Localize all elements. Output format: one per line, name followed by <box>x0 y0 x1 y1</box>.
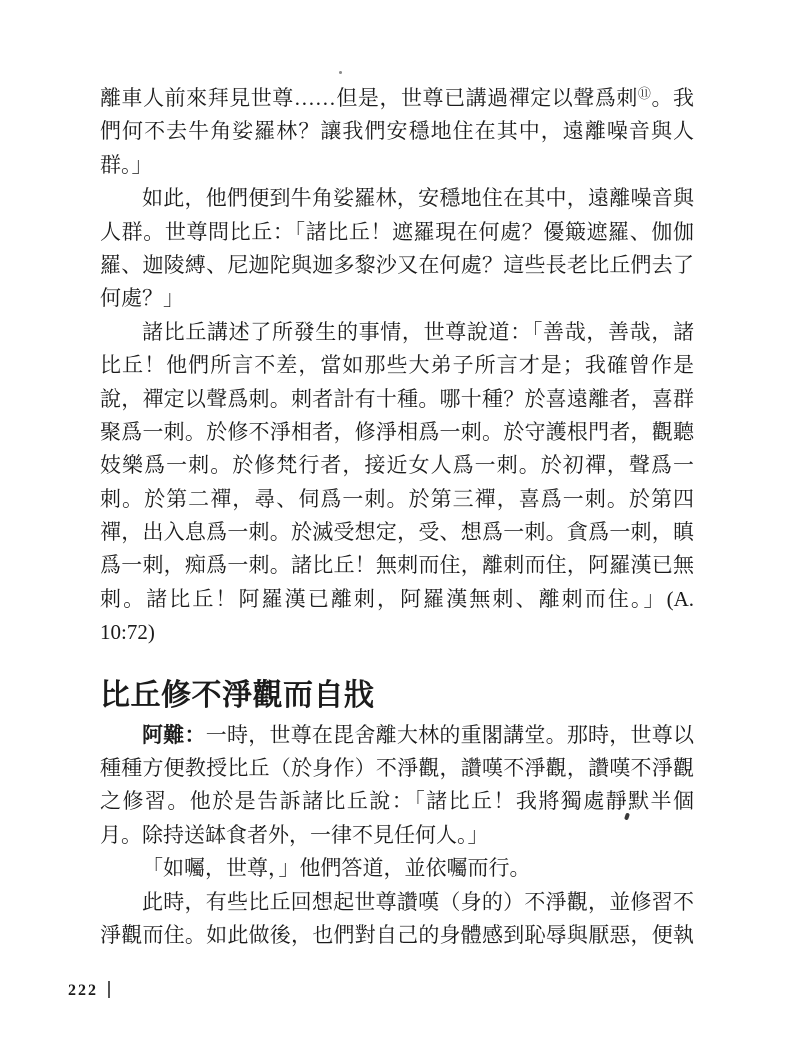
text-line: 聚爲一刺。於修不淨相者，修淨相爲一刺。於守護根門者，觀聽 <box>100 419 694 444</box>
text-line: 們何不去牛角娑羅林？讓我們安穩地住在其中，遠離噪音與人 <box>100 119 694 144</box>
line-text: 。我 <box>651 86 695 110</box>
text-line: 群。」 <box>100 152 153 177</box>
text-line: 人群。世尊問比丘：「諸比丘！遮羅現在何處？優簸遮羅、伽伽 <box>100 219 694 244</box>
text-line: 爲一刺，痴爲一刺。諸比丘！無刺而住，離刺而住，阿羅漢已無 <box>100 553 694 578</box>
footnote-marker: ⑪ <box>637 86 652 101</box>
section-heading: 比丘修不淨觀而自戕 <box>100 678 375 712</box>
text-line <box>100 719 694 752</box>
text-line: 此時，有些比丘回想起世尊讚嘆（身的）不淨觀，並修習不 <box>142 889 694 914</box>
text-line: 月。除持送缽食者外，一律不見任何人。」 <box>100 822 489 847</box>
page-number: 222 <box>68 982 98 999</box>
speaker-label: 阿難： <box>142 722 206 747</box>
paragraph <box>100 316 694 650</box>
text-line: 刺。於第二禪，尋、伺爲一刺。於第三禪，喜爲一刺。於第四 <box>100 486 694 511</box>
text-block <box>100 82 694 952</box>
line-text: 離車人前來拜見世尊……但是，世尊已講過禪定以聲爲刺 <box>100 86 638 110</box>
paragraph <box>100 719 694 853</box>
text-line: 羅、迦陵縛、尼迦陀與迦多黎沙又在何處？這些長老比丘們去了 <box>100 252 694 277</box>
page-footer <box>68 981 110 1000</box>
text-line: 淨觀而住。如此做後，也們對自己的身體感到恥辱與厭惡，便執 <box>100 922 694 947</box>
text-line: 10:72) <box>100 620 155 645</box>
text-line: 禪，出入息爲一刺。於滅受想定，受、想爲一刺。貪爲一刺，瞋 <box>100 520 694 545</box>
text-line: 如此，他們便到牛角娑羅林，安穩地住在其中，遠離噪音與 <box>142 186 694 211</box>
text-line: 說，禪定以聲爲刺。刺者計有十種。哪十種？於喜遠離者，喜群 <box>100 386 694 411</box>
text-line: 何處？」 <box>100 286 184 311</box>
paragraph <box>100 886 694 953</box>
footer-divider <box>108 981 110 998</box>
text-line: 妓樂爲一刺。於修梵行者，接近女人爲一刺。於初禪，聲爲一 <box>100 453 694 478</box>
text-line <box>100 82 694 115</box>
paragraph <box>100 182 694 316</box>
text-line: 刺。諸比丘！阿羅漢已離刺，阿羅漢無刺、離刺而住。」(A. <box>100 586 694 611</box>
paragraph <box>100 82 694 182</box>
text-line: 之修習。他於是告訴諸比丘說：「諸比丘！我將獨處靜默半個 <box>100 789 694 814</box>
print-speck <box>339 71 342 74</box>
line-text: 一時，世尊在毘舍離大林的重閣講堂。那時，世尊以 <box>205 722 695 747</box>
text-line: 「如囑，世尊，」他們答道，並依囑而行。 <box>142 856 531 881</box>
paragraph <box>100 852 694 885</box>
text-line: 諸比丘講述了所發生的事情，世尊說道：「善哉，善哉，諸 <box>142 319 694 344</box>
text-line: 比丘！他們所言不差，當如那些大弟子所言才是；我確曾作是 <box>100 353 694 378</box>
text-line: 種種方便教授比丘（於身作）不淨觀，讚嘆不淨觀，讚嘆不淨觀 <box>100 756 694 781</box>
